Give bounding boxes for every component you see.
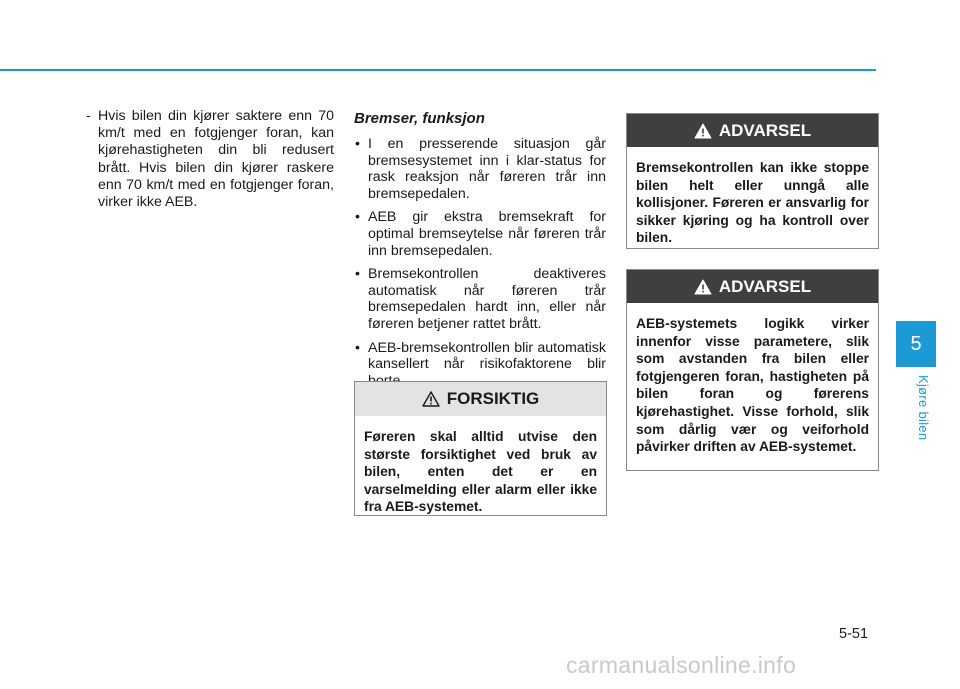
left-column [80,108,334,211]
bullet-text: Bremsekontrollen deaktiveres automatisk når føreren trår bremsepedalen hardt inn, eller når føreren betjener rattet brått. [368,266,606,332]
bullet-text: AEB-bremsekontrollen blir automatisk kansellert når risikofaktorene blir [368,339,606,373]
bullet-list [354,136,606,389]
warning-triangle-icon [694,123,712,139]
chapter-label: Kjøre bilen [916,375,931,441]
warning-text: Bremsekontrollen kan ikke stoppe bilen helt eller unngå alle kollisjoner. Føreren er ansvarlig for sikker kjøring og ha kontroll over bilen. [636,160,869,246]
bullet-marker: • [355,209,360,226]
chapter-tab: 5 [896,321,936,367]
warning-header [627,270,878,303]
caution-box [354,381,607,516]
bullet-marker: • [355,136,360,152]
warning-box [626,113,879,249]
caution-text: Føreren skal alltid utvise den største forsiktighet ved bruk av bilen, enten det er en varselmelding eller alarm eller ikke fra AEB-systemet. [364,429,597,515]
dash-item-text: Hvis bilen din kjører saktere enn 70 km/t med en fotgjenger foran, kan kjørehastigheten din bli redusert brått. Hvis bilen din kjører raskere enn 70 km/t med en fotgjenger foran, virker ikke AEB. [98,108,334,211]
caution-triangle-icon [422,391,440,407]
dash-list-item [80,108,334,211]
warning-heading: ADVARSEL [718,120,812,140]
bullet-item [354,209,606,259]
dash-marker: - [86,108,91,124]
warning-heading: ADVARSEL [718,276,812,296]
warning-text: AEB-systemets logikk virker innenfor visse parametere, slik som avstanden fra bilen eller fotgjengeren foran, hastigheten på bilen foran og førerens kjørehastighet. Visse forhold, slik som dårlig vær og veiforhold påvirker driften av AEB-systemet. [636,316,869,455]
bullet-item [354,136,606,202]
warning-box [626,269,879,471]
warning-triangle-icon [694,279,712,295]
bullet-text: I en presserende situasjon går bremsesystemet inn i klar-status for rask reaksjon når føreren trår inn bremsepedalen. [368,136,606,202]
bullet-marker: • [355,266,360,283]
bullet-marker: • [355,339,360,356]
middle-column [354,110,606,396]
bullet-text: AEB gir ekstra bremsekraft for optimal bremseytelse når føreren trår inn bremsepedalen. [368,209,606,259]
header-rule [0,69,876,71]
caution-heading: FORSIKTIG [446,389,540,408]
section-title: Bremser, funksjon [354,110,485,127]
page-number: 5-51 [839,626,869,642]
warning-header [627,114,878,147]
watermark: carmanualsonline.info [566,652,797,678]
caution-header [355,382,606,416]
bullet-item [354,266,606,332]
